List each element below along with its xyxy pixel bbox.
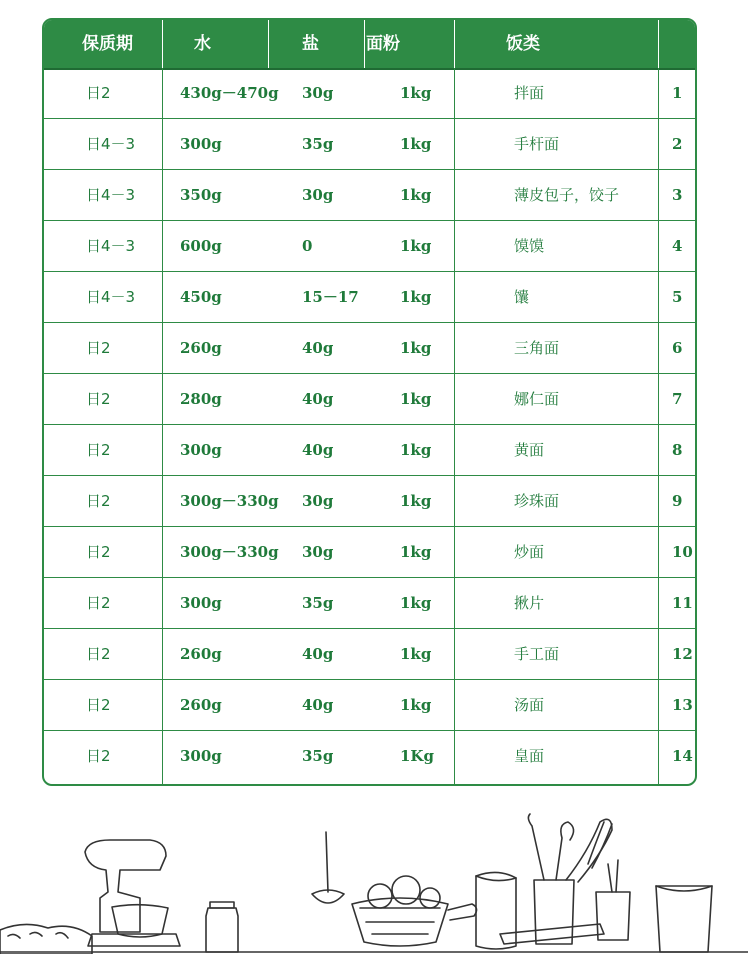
cell-dish: 珍珠面 bbox=[514, 492, 560, 510]
recipe-table bbox=[42, 18, 697, 786]
cell-water: 260g bbox=[180, 696, 222, 714]
cell-salt: 30g bbox=[302, 186, 334, 204]
cell-flour: 1Kg bbox=[400, 747, 434, 765]
cell-number: 10 bbox=[672, 543, 693, 561]
cell-number: 5 bbox=[672, 288, 683, 306]
table-row bbox=[44, 629, 695, 680]
table-row bbox=[44, 527, 695, 578]
table-row bbox=[44, 68, 695, 119]
cell-number: 1 bbox=[672, 84, 683, 102]
cell-flour: 1kg bbox=[400, 543, 432, 561]
cell-shelf-life: 日2 bbox=[86, 390, 111, 408]
cell-salt: 40g bbox=[302, 390, 334, 408]
cell-shelf-life: 日4－3 bbox=[86, 237, 136, 255]
cell-water: 280g bbox=[180, 390, 222, 408]
header-divider bbox=[364, 20, 365, 68]
cell-flour: 1kg bbox=[400, 492, 432, 510]
header-divider bbox=[658, 20, 659, 68]
cell-water: 600g bbox=[180, 237, 222, 255]
cell-number: 12 bbox=[672, 645, 693, 663]
cell-shelf-life: 日4－3 bbox=[86, 186, 136, 204]
cell-water: 260g bbox=[180, 645, 222, 663]
cell-water: 300g bbox=[180, 594, 222, 612]
header-shelf-life: 保质期 bbox=[82, 34, 133, 54]
table-row bbox=[44, 323, 695, 374]
cell-shelf-life: 日2 bbox=[86, 543, 111, 561]
table-row bbox=[44, 272, 695, 323]
cell-flour: 1kg bbox=[400, 84, 432, 102]
cell-salt: 15－17 bbox=[302, 288, 359, 306]
cell-flour: 1kg bbox=[400, 594, 432, 612]
cell-flour: 1kg bbox=[400, 645, 432, 663]
cell-shelf-life: 日2 bbox=[86, 645, 111, 663]
cell-shelf-life: 日4－3 bbox=[86, 288, 136, 306]
cell-number: 14 bbox=[672, 747, 693, 765]
cell-flour: 1kg bbox=[400, 135, 432, 153]
cell-dish: 馕 bbox=[514, 288, 530, 306]
cell-shelf-life: 日2 bbox=[86, 492, 111, 510]
table-row bbox=[44, 170, 695, 221]
cell-salt: 35g bbox=[302, 594, 334, 612]
cell-salt: 40g bbox=[302, 339, 334, 357]
kitchen-utensils-illustration bbox=[0, 812, 748, 954]
cell-shelf-life: 日4－3 bbox=[86, 135, 136, 153]
header-divider bbox=[162, 20, 163, 68]
header-dish-type: 饭类 bbox=[506, 34, 540, 54]
cell-water: 300g bbox=[180, 135, 222, 153]
table-header bbox=[44, 20, 695, 70]
table-row bbox=[44, 425, 695, 476]
header-flour: 面粉 bbox=[366, 34, 400, 54]
cell-shelf-life: 日2 bbox=[86, 441, 111, 459]
cell-water: 430g－470g bbox=[180, 84, 279, 102]
cell-flour: 1kg bbox=[400, 390, 432, 408]
cell-dish: 黄面 bbox=[514, 441, 545, 459]
cell-flour: 1kg bbox=[400, 186, 432, 204]
cell-flour: 1kg bbox=[400, 237, 432, 255]
cell-dish: 三角面 bbox=[514, 339, 560, 357]
header-divider bbox=[454, 20, 455, 68]
table-row bbox=[44, 221, 695, 272]
header-salt: 盐 bbox=[302, 34, 319, 54]
cell-salt: 30g bbox=[302, 84, 334, 102]
cell-shelf-life: 日2 bbox=[86, 594, 111, 612]
cell-dish: 拌面 bbox=[514, 84, 545, 102]
cell-number: 2 bbox=[672, 135, 683, 153]
cell-number: 6 bbox=[672, 339, 683, 357]
cell-water: 300g bbox=[180, 747, 222, 765]
cell-dish: 炒面 bbox=[514, 543, 545, 561]
cell-dish: 汤面 bbox=[514, 696, 545, 714]
cell-dish: 皇面 bbox=[514, 747, 545, 765]
cell-salt: 40g bbox=[302, 645, 334, 663]
cell-flour: 1kg bbox=[400, 339, 432, 357]
cell-shelf-life: 日2 bbox=[86, 696, 111, 714]
table-row bbox=[44, 119, 695, 170]
table-row bbox=[44, 476, 695, 527]
cell-shelf-life: 日2 bbox=[86, 747, 111, 765]
table-row bbox=[44, 731, 695, 782]
cell-number: 8 bbox=[672, 441, 683, 459]
cell-salt: 35g bbox=[302, 135, 334, 153]
cell-water: 300g－330g bbox=[180, 543, 279, 561]
cell-flour: 1kg bbox=[400, 288, 432, 306]
table-row bbox=[44, 374, 695, 425]
cell-salt: 40g bbox=[302, 696, 334, 714]
cell-flour: 1kg bbox=[400, 441, 432, 459]
cell-dish: 娜仁面 bbox=[514, 390, 560, 408]
cell-dish: 薄皮包子，饺子 bbox=[514, 186, 620, 204]
cell-water: 300g－330g bbox=[180, 492, 279, 510]
cell-shelf-life: 日2 bbox=[86, 84, 111, 102]
cell-salt: 35g bbox=[302, 747, 334, 765]
cell-number: 9 bbox=[672, 492, 683, 510]
cell-dish: 揪片 bbox=[514, 594, 545, 612]
table-row bbox=[44, 578, 695, 629]
cell-dish: 手工面 bbox=[514, 645, 560, 663]
cell-shelf-life: 日2 bbox=[86, 339, 111, 357]
cell-salt: 0 bbox=[302, 237, 313, 255]
cell-water: 300g bbox=[180, 441, 222, 459]
cell-number: 13 bbox=[672, 696, 693, 714]
cell-water: 260g bbox=[180, 339, 222, 357]
header-water: 水 bbox=[194, 34, 211, 54]
cell-water: 350g bbox=[180, 186, 222, 204]
cell-water: 450g bbox=[180, 288, 222, 306]
cell-number: 4 bbox=[672, 237, 683, 255]
cell-number: 11 bbox=[672, 594, 693, 612]
cell-number: 7 bbox=[672, 390, 683, 408]
header-divider bbox=[268, 20, 269, 68]
cell-salt: 30g bbox=[302, 543, 334, 561]
table-row bbox=[44, 680, 695, 731]
cell-number: 3 bbox=[672, 186, 683, 204]
cell-dish: 馍馍 bbox=[514, 237, 545, 255]
cell-salt: 40g bbox=[302, 441, 334, 459]
cell-dish: 手杆面 bbox=[514, 135, 560, 153]
cell-salt: 30g bbox=[302, 492, 334, 510]
cell-flour: 1kg bbox=[400, 696, 432, 714]
